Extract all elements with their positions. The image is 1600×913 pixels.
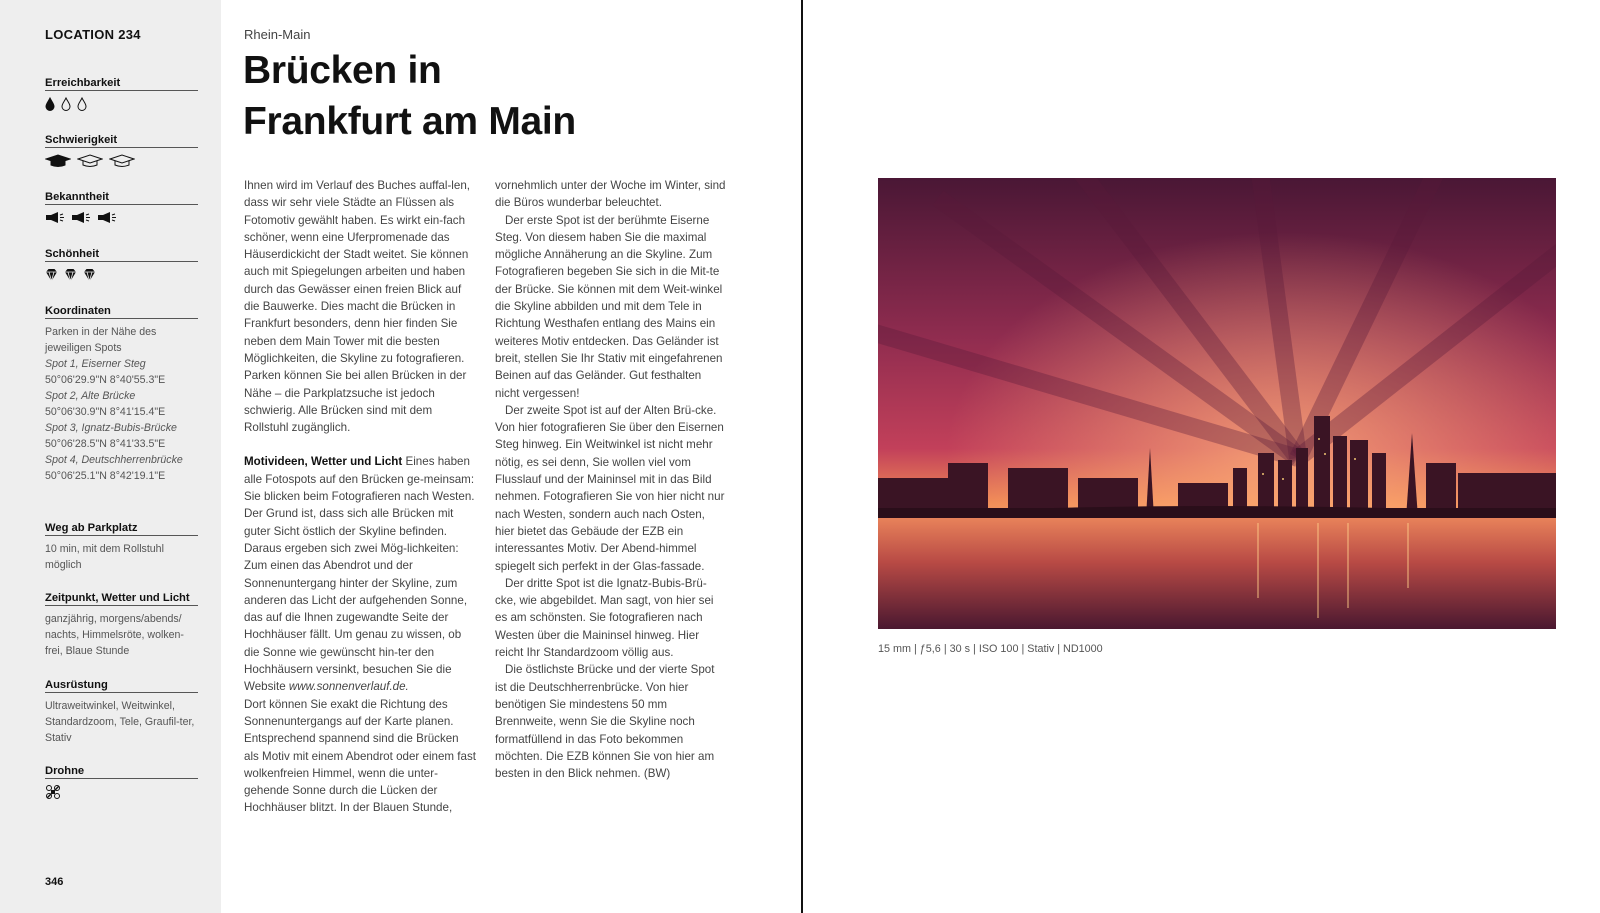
section-text: ganzjährig, morgens/abends/ nachts, Himmelsröte, wolken-frei, Blaue Stunde <box>45 613 184 657</box>
section-bekanntheit <box>45 191 198 225</box>
section-heading: Erreichbarkeit <box>45 77 198 91</box>
section-erreichbarkeit <box>45 77 198 111</box>
section-zeitpunkt <box>45 592 198 659</box>
paragraph: Der erste Spot ist der berühmte Eiserne Steg. Von diesem haben Sie die maximal mögliche Annäherung an die Skyline. Zum Fotografieren begeben Sie sich in die Mit-te der Brücke. Sie können mit dem Weit-winkel die Skyline abbilden und mit dem Tele in Richtung Westhafen entlang des Mains ein weiteres Motiv entdecken. Das Geländer ist breit, stellen Sie Ihr Stativ mit eingefahrenen Beinen auf das Geländer. Gut festhalten nicht vergessen! <box>495 213 723 400</box>
schoenheit-rating <box>45 268 198 282</box>
graduation-cap-icon <box>77 154 103 168</box>
section-heading: Ausrüstung <box>45 679 198 693</box>
erreichbarkeit-rating <box>45 97 198 111</box>
paragraph: Die östlichste Brücke und der vierte Spot ist die Deutschherrenbrücke. Von hier benötigen Sie mindestens 50 mm Brennweite, wenn Sie die Skyline noch formatfüllend in das Foto bekommen möchten. Die EZB können Sie von hier am besten in den Blick nehmen. (BW) <box>495 663 715 781</box>
diamond-icon <box>83 268 96 282</box>
section-heading: Koordinaten <box>45 305 198 319</box>
region-label: Rhein-Main <box>244 27 311 42</box>
water-drop-icon <box>61 97 71 111</box>
no-drone-icon <box>45 784 61 800</box>
megaphone-icon <box>45 211 65 225</box>
text-column-2 <box>495 177 727 782</box>
water-drop-icon <box>77 97 87 111</box>
section-heading: Drohne <box>45 765 198 779</box>
info-sidebar <box>0 0 221 913</box>
location-title: LOCATION 234 <box>45 27 141 42</box>
page-gutter <box>801 0 803 913</box>
section-heading: Bekanntheit <box>45 191 198 205</box>
diamond-icon <box>45 268 58 282</box>
skyline-illustration <box>878 178 1556 629</box>
page-number: 346 <box>45 876 64 888</box>
paragraph: Dort können Sie exakt die Richtung des Sonnenuntergangs auf der Karte planen. Entsprechend spannend sind die Brücken als Motiv mit einem Abendrot oder einem fast wolkenfreien Himmel, wenn die unter-gehende Sonne durch die Lücken der Hochhäuser blitzt. In der Blauen Stunde, <box>244 697 476 815</box>
section-koordinaten <box>45 305 198 484</box>
text-column-1 <box>244 177 476 817</box>
paragraph: Der dritte Spot ist die Ignatz-Bubis-Brü-cke, wie abgebildet. Man sagt, von hier sei es am schönsten. Sie fotografieren nach Westen über die Maininsel hinweg. Hier reicht Ihr Standardzoom völlig aus. <box>495 576 714 660</box>
paragraph: Ihnen wird im Verlauf des Buches auffal-len, dass wir sehr viele Städte an Flüssen als Fotomotiv gewählt haben. Es wirkt ein-fach schöner, wenn eine Uferpromenade das Häuserdickicht der Stadt weitet. Sie können auch mit Spiegelungen arbeiten und haben durch das Gewässer einen freien Blick auf die Bauwerke. Dies macht die Brücken in Frankfurt besonders, denn hier finden Sie neben dem Main Tower mit die besten Möglichkeiten, die Skyline zu fotografieren. Parken können Sie bei allen Brücken in der Nähe – die Parkplatzsuche ist jedoch schwierig. Alle Brücken sind mit dem Rollstuhl zugänglich. <box>244 179 470 435</box>
paragraph-text: Eines haben alle Fotospots auf den Brücken ge-meinsam: Sie blicken beim Fotografieren nach Westen. Der Grund ist, dass sich alle Brücken mit guter Sicht östlich der Skyline befinden. Daraus ergeben sich zwei Mög-lichkeiten: Zum einen das Abendrot und der Sonnenuntergang hinter der Skyline, zum anderen das Licht der aufgehenden Sonne, das auf die Ihnen zugewandte Seite der Hochhäuser fällt. Um genau zu wissen, ob die Sonne wie gewünscht hin-ter den Hochhäusern versinkt, besuchen Sie die Website <box>244 455 475 694</box>
graduation-cap-icon <box>109 154 135 168</box>
section-text: Ultraweitwinkel, Weitwinkel, Standardzoom, Tele, Graufil-ter, Stativ <box>45 700 195 744</box>
website-link: www.sonnenverlauf.de. <box>288 680 409 694</box>
spot-coords: 50°06'30.9"N 8°41'15.4"E <box>45 406 166 418</box>
water-drop-icon <box>45 97 55 111</box>
section-ausruestung <box>45 679 198 746</box>
drohne-indicator <box>45 785 198 799</box>
spot-name: Spot 3, Ignatz-Bubis-Brücke <box>45 422 177 434</box>
skyline-photo <box>878 178 1556 629</box>
section-heading: Weg ab Parkplatz <box>45 522 198 536</box>
section-text: 10 min, mit dem Rollstuhl möglich <box>45 543 164 571</box>
spot-coords: 50°06'25.1"N 8°42'19.1"E <box>45 470 166 482</box>
title-line-2: Frankfurt am Main <box>243 100 576 143</box>
section-heading: Schwierigkeit <box>45 134 198 148</box>
spot-name: Spot 4, Deutschherrenbrücke <box>45 454 183 466</box>
parking-note: Parken in der Nähe des jeweiligen Spots <box>45 326 157 354</box>
spot-name: Spot 2, Alte Brücke <box>45 390 136 402</box>
page-title <box>243 45 683 147</box>
spot-name: Spot 1, Eiserner Steg <box>45 358 146 370</box>
section-drohne <box>45 765 198 799</box>
title-line-1: Brücken in <box>243 49 442 92</box>
graduation-cap-icon <box>45 154 71 168</box>
section-schwierigkeit <box>45 134 198 168</box>
bekanntheit-rating <box>45 211 198 225</box>
section-weg-ab-parkplatz <box>45 522 198 573</box>
section-schoenheit <box>45 248 198 282</box>
section-heading: Schönheit <box>45 248 198 262</box>
photo-caption: 15 mm | ƒ5,6 | 30 s | ISO 100 | Stativ | ND1000 <box>878 643 1103 655</box>
paragraph: vornehmlich unter der Woche im Winter, sind die Büros wunderbar beleuchtet. <box>495 179 726 210</box>
paragraph: Der zweite Spot ist auf der Alten Brü-cke. Von hier fotografieren Sie über den Eisernen Steg hinweg. Ein Weitwinkel ist nicht mehr nötig, es sei denn, Sie wollen viel vom Flusslauf und der Maininsel mit in das Bild nehmen. Fotografieren Sie von hier nicht nur nach Westen, sondern auch nach Osten, hier bietet das Gebäude der EZB ein interessantes Motiv. Der Abend-himmel spiegelt sich perfekt in der Glas-fassade. <box>495 403 725 573</box>
section-heading: Zeitpunkt, Wetter und Licht <box>45 592 198 606</box>
megaphone-icon <box>71 211 91 225</box>
subheading: Motivideen, Wetter und Licht <box>244 455 403 469</box>
spot-coords: 50°06'28.5"N 8°41'33.5"E <box>45 438 166 450</box>
spot-coords: 50°06'29.9"N 8°40'55.3"E <box>45 374 166 386</box>
paragraph <box>244 453 476 695</box>
megaphone-icon <box>97 211 117 225</box>
schwierigkeit-rating <box>45 154 198 168</box>
diamond-icon <box>64 268 77 282</box>
coordinates-list <box>45 324 198 484</box>
